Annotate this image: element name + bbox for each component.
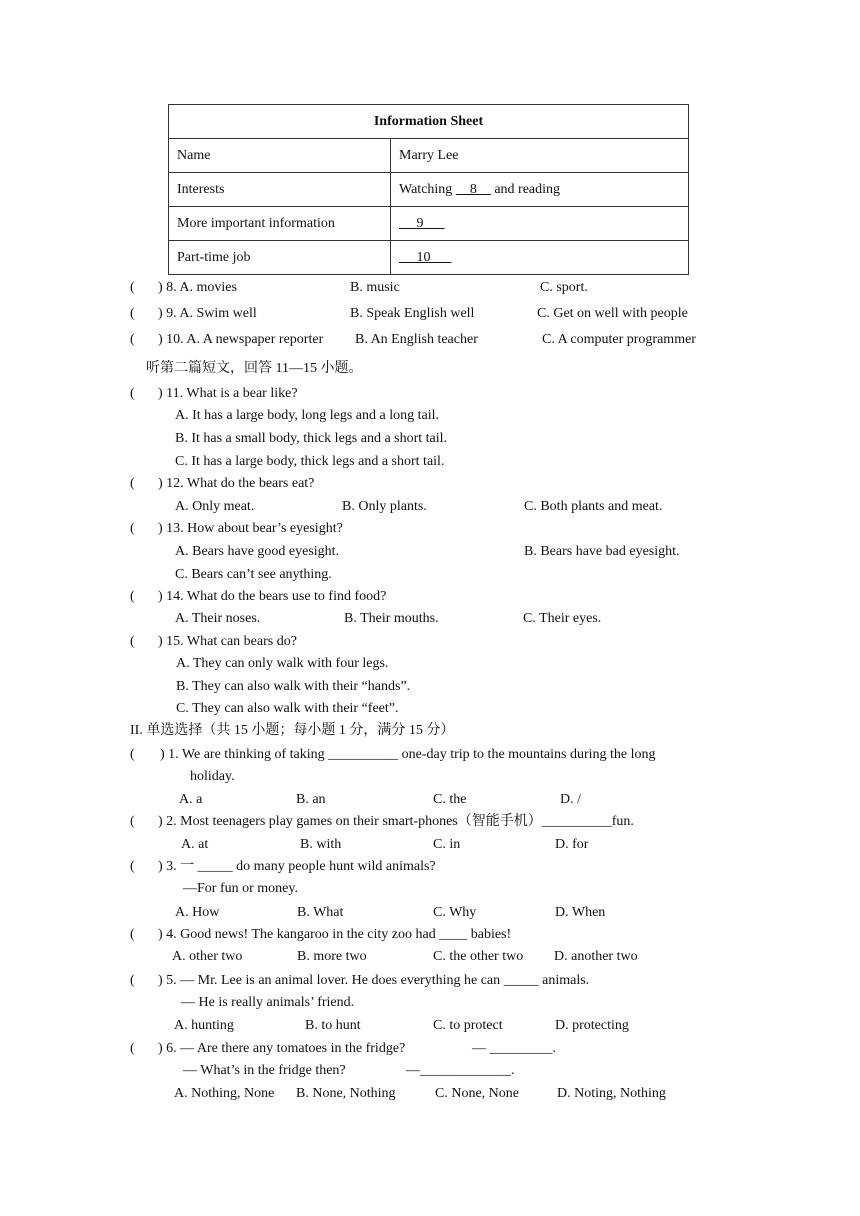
question-9: ) 9. A. Swim well bbox=[158, 306, 257, 321]
m5-option-c: C. to protect bbox=[433, 1018, 503, 1033]
answer-paren: ( bbox=[130, 1041, 135, 1056]
mc-question-6: ) 6. — Are there any tomatoes in the fridge? bbox=[158, 1041, 406, 1056]
question-12: ) 12. What do the bears eat? bbox=[158, 476, 315, 491]
table-title: Information Sheet bbox=[169, 105, 689, 139]
answer-paren: ( bbox=[130, 589, 135, 604]
q8-option-b: B. music bbox=[350, 280, 400, 295]
mc-question-2: ) 2. Most teenagers play games on their smart-phones（智能手机）__________fun. bbox=[158, 814, 634, 829]
m6-option-c: C. None, None bbox=[435, 1086, 519, 1101]
part-heading: II. 单选选择（共 15 小题；每小题 1 分，满分 15 分） bbox=[130, 723, 455, 738]
q11-option-c: C. It has a large body, thick legs and a short tail. bbox=[175, 454, 445, 469]
table-row bbox=[169, 241, 689, 275]
m1-option-b: B. an bbox=[296, 792, 326, 807]
mc-question-6-line2-blank: —_____________. bbox=[406, 1063, 515, 1078]
q8-option-c: C. sport. bbox=[540, 280, 588, 295]
q9-option-c: C. Get on well with people bbox=[537, 306, 688, 321]
m4-option-a: A. other two bbox=[172, 949, 243, 964]
m6-option-b: B. None, Nothing bbox=[296, 1086, 396, 1101]
q10-option-c: C. A computer programmer bbox=[542, 332, 696, 347]
q15-option-c: C. They can also walk with their “feet”. bbox=[176, 701, 399, 716]
answer-paren: ( bbox=[130, 476, 135, 491]
answer-paren: ( bbox=[130, 386, 135, 401]
m5-option-d: D. protecting bbox=[555, 1018, 629, 1033]
question-14: ) 14. What do the bears use to find food? bbox=[158, 589, 387, 604]
m2-option-c: C. in bbox=[433, 837, 461, 852]
q15-option-b: B. They can also walk with their “hands”. bbox=[176, 679, 411, 694]
mc-question-5-reply: — He is really animals’ friend. bbox=[181, 995, 355, 1010]
mc-question-3: ) 3. 一 _____ do many people hunt wild animals? bbox=[158, 859, 436, 874]
row-label: Name bbox=[169, 139, 391, 173]
m4-option-d: D. another two bbox=[554, 949, 638, 964]
m2-option-d: D. for bbox=[555, 837, 589, 852]
mc-question-1-cont: holiday. bbox=[190, 769, 235, 784]
m5-option-b: B. to hunt bbox=[305, 1018, 361, 1033]
q14-option-b: B. Their mouths. bbox=[344, 611, 439, 626]
q9-option-b: B. Speak English well bbox=[350, 306, 475, 321]
information-sheet-table bbox=[168, 104, 689, 275]
mc-question-3-reply: —For fun or money. bbox=[183, 881, 298, 896]
m3-option-a: A. How bbox=[175, 905, 220, 920]
answer-paren: ( bbox=[130, 859, 135, 874]
blank-10: 10 bbox=[399, 249, 452, 265]
mc-question-6-line2: — What’s in the fridge then? bbox=[183, 1063, 346, 1078]
q14-option-c: C. Their eyes. bbox=[523, 611, 602, 626]
row-label: More important information bbox=[169, 207, 391, 241]
table-row bbox=[169, 139, 689, 173]
m3-option-c: C. Why bbox=[433, 905, 477, 920]
q14-option-a: A. Their noses. bbox=[175, 611, 261, 626]
q12-option-b: B. Only plants. bbox=[342, 499, 427, 514]
m3-option-b: B. What bbox=[297, 905, 344, 920]
question-15: ) 15. What can bears do? bbox=[158, 634, 297, 649]
answer-paren: ( bbox=[130, 747, 135, 762]
mc-question-4: ) 4. Good news! The kangaroo in the city zoo had ____ babies! bbox=[158, 927, 512, 942]
q10-option-b: B. An English teacher bbox=[355, 332, 478, 347]
row-value bbox=[391, 173, 689, 207]
blank-8: 8 bbox=[455, 181, 491, 197]
answer-paren: ( bbox=[130, 973, 135, 988]
answer-paren: ( bbox=[130, 521, 135, 536]
question-13: ) 13. How about bear’s eyesight? bbox=[158, 521, 343, 536]
table-row bbox=[169, 207, 689, 241]
q12-option-a: A. Only meat. bbox=[175, 499, 255, 514]
table-row bbox=[169, 173, 689, 207]
row-label: Interests bbox=[169, 173, 391, 207]
value-prefix: Watching bbox=[399, 181, 456, 197]
question-10: ) 10. A. A newspaper reporter bbox=[158, 332, 324, 347]
q12-option-c: C. Both plants and meat. bbox=[524, 499, 663, 514]
m4-option-b: B. more two bbox=[297, 949, 367, 964]
mc-question-5: ) 5. — Mr. Lee is an animal lover. He does everything he can _____ animals. bbox=[158, 973, 590, 988]
q11-option-b: B. It has a small body, thick legs and a short tail. bbox=[175, 431, 448, 446]
mc-question-6-answer-blank: — _________. bbox=[472, 1041, 556, 1056]
row-value: Marry Lee bbox=[391, 139, 689, 173]
section-heading: 听第二篇短文，回答 11—15 小题。 bbox=[146, 361, 363, 376]
m1-option-d: D. / bbox=[560, 792, 581, 807]
row-label: Part-time job bbox=[169, 241, 391, 275]
m1-option-c: C. the bbox=[433, 792, 467, 807]
answer-paren: ( bbox=[130, 634, 135, 649]
value-suffix: and reading bbox=[494, 181, 561, 197]
q11-option-a: A. It has a large body, long legs and a long tail. bbox=[175, 408, 439, 423]
question-11: ) 11. What is a bear like? bbox=[158, 386, 298, 401]
q15-option-a: A. They can only walk with four legs. bbox=[176, 656, 389, 671]
q13-option-b: B. Bears have bad eyesight. bbox=[524, 544, 680, 559]
answer-paren: ( bbox=[130, 332, 135, 347]
m2-option-b: B. with bbox=[300, 837, 342, 852]
q13-option-a: A. Bears have good eyesight. bbox=[175, 544, 340, 559]
answer-paren: ( bbox=[130, 927, 135, 942]
answer-paren: ( bbox=[130, 306, 135, 321]
row-value bbox=[391, 207, 689, 241]
q13-option-c: C. Bears can’t see anything. bbox=[175, 567, 332, 582]
question-8: ) 8. A. movies bbox=[158, 280, 237, 295]
mc-question-1: ) 1. We are thinking of taking __________ one-day trip to the mountains during the long bbox=[160, 747, 656, 762]
m1-option-a: A. a bbox=[179, 792, 203, 807]
m2-option-a: A. at bbox=[181, 837, 209, 852]
m5-option-a: A. hunting bbox=[174, 1018, 234, 1033]
row-value bbox=[391, 241, 689, 275]
m4-option-c: C. the other two bbox=[433, 949, 524, 964]
m3-option-d: D. When bbox=[555, 905, 606, 920]
m6-option-d: D. Noting, Nothing bbox=[557, 1086, 666, 1101]
answer-paren: ( bbox=[130, 814, 135, 829]
blank-9: 9 bbox=[399, 215, 445, 231]
answer-paren: ( bbox=[130, 280, 135, 295]
m6-option-a: A. Nothing, None bbox=[174, 1086, 275, 1101]
